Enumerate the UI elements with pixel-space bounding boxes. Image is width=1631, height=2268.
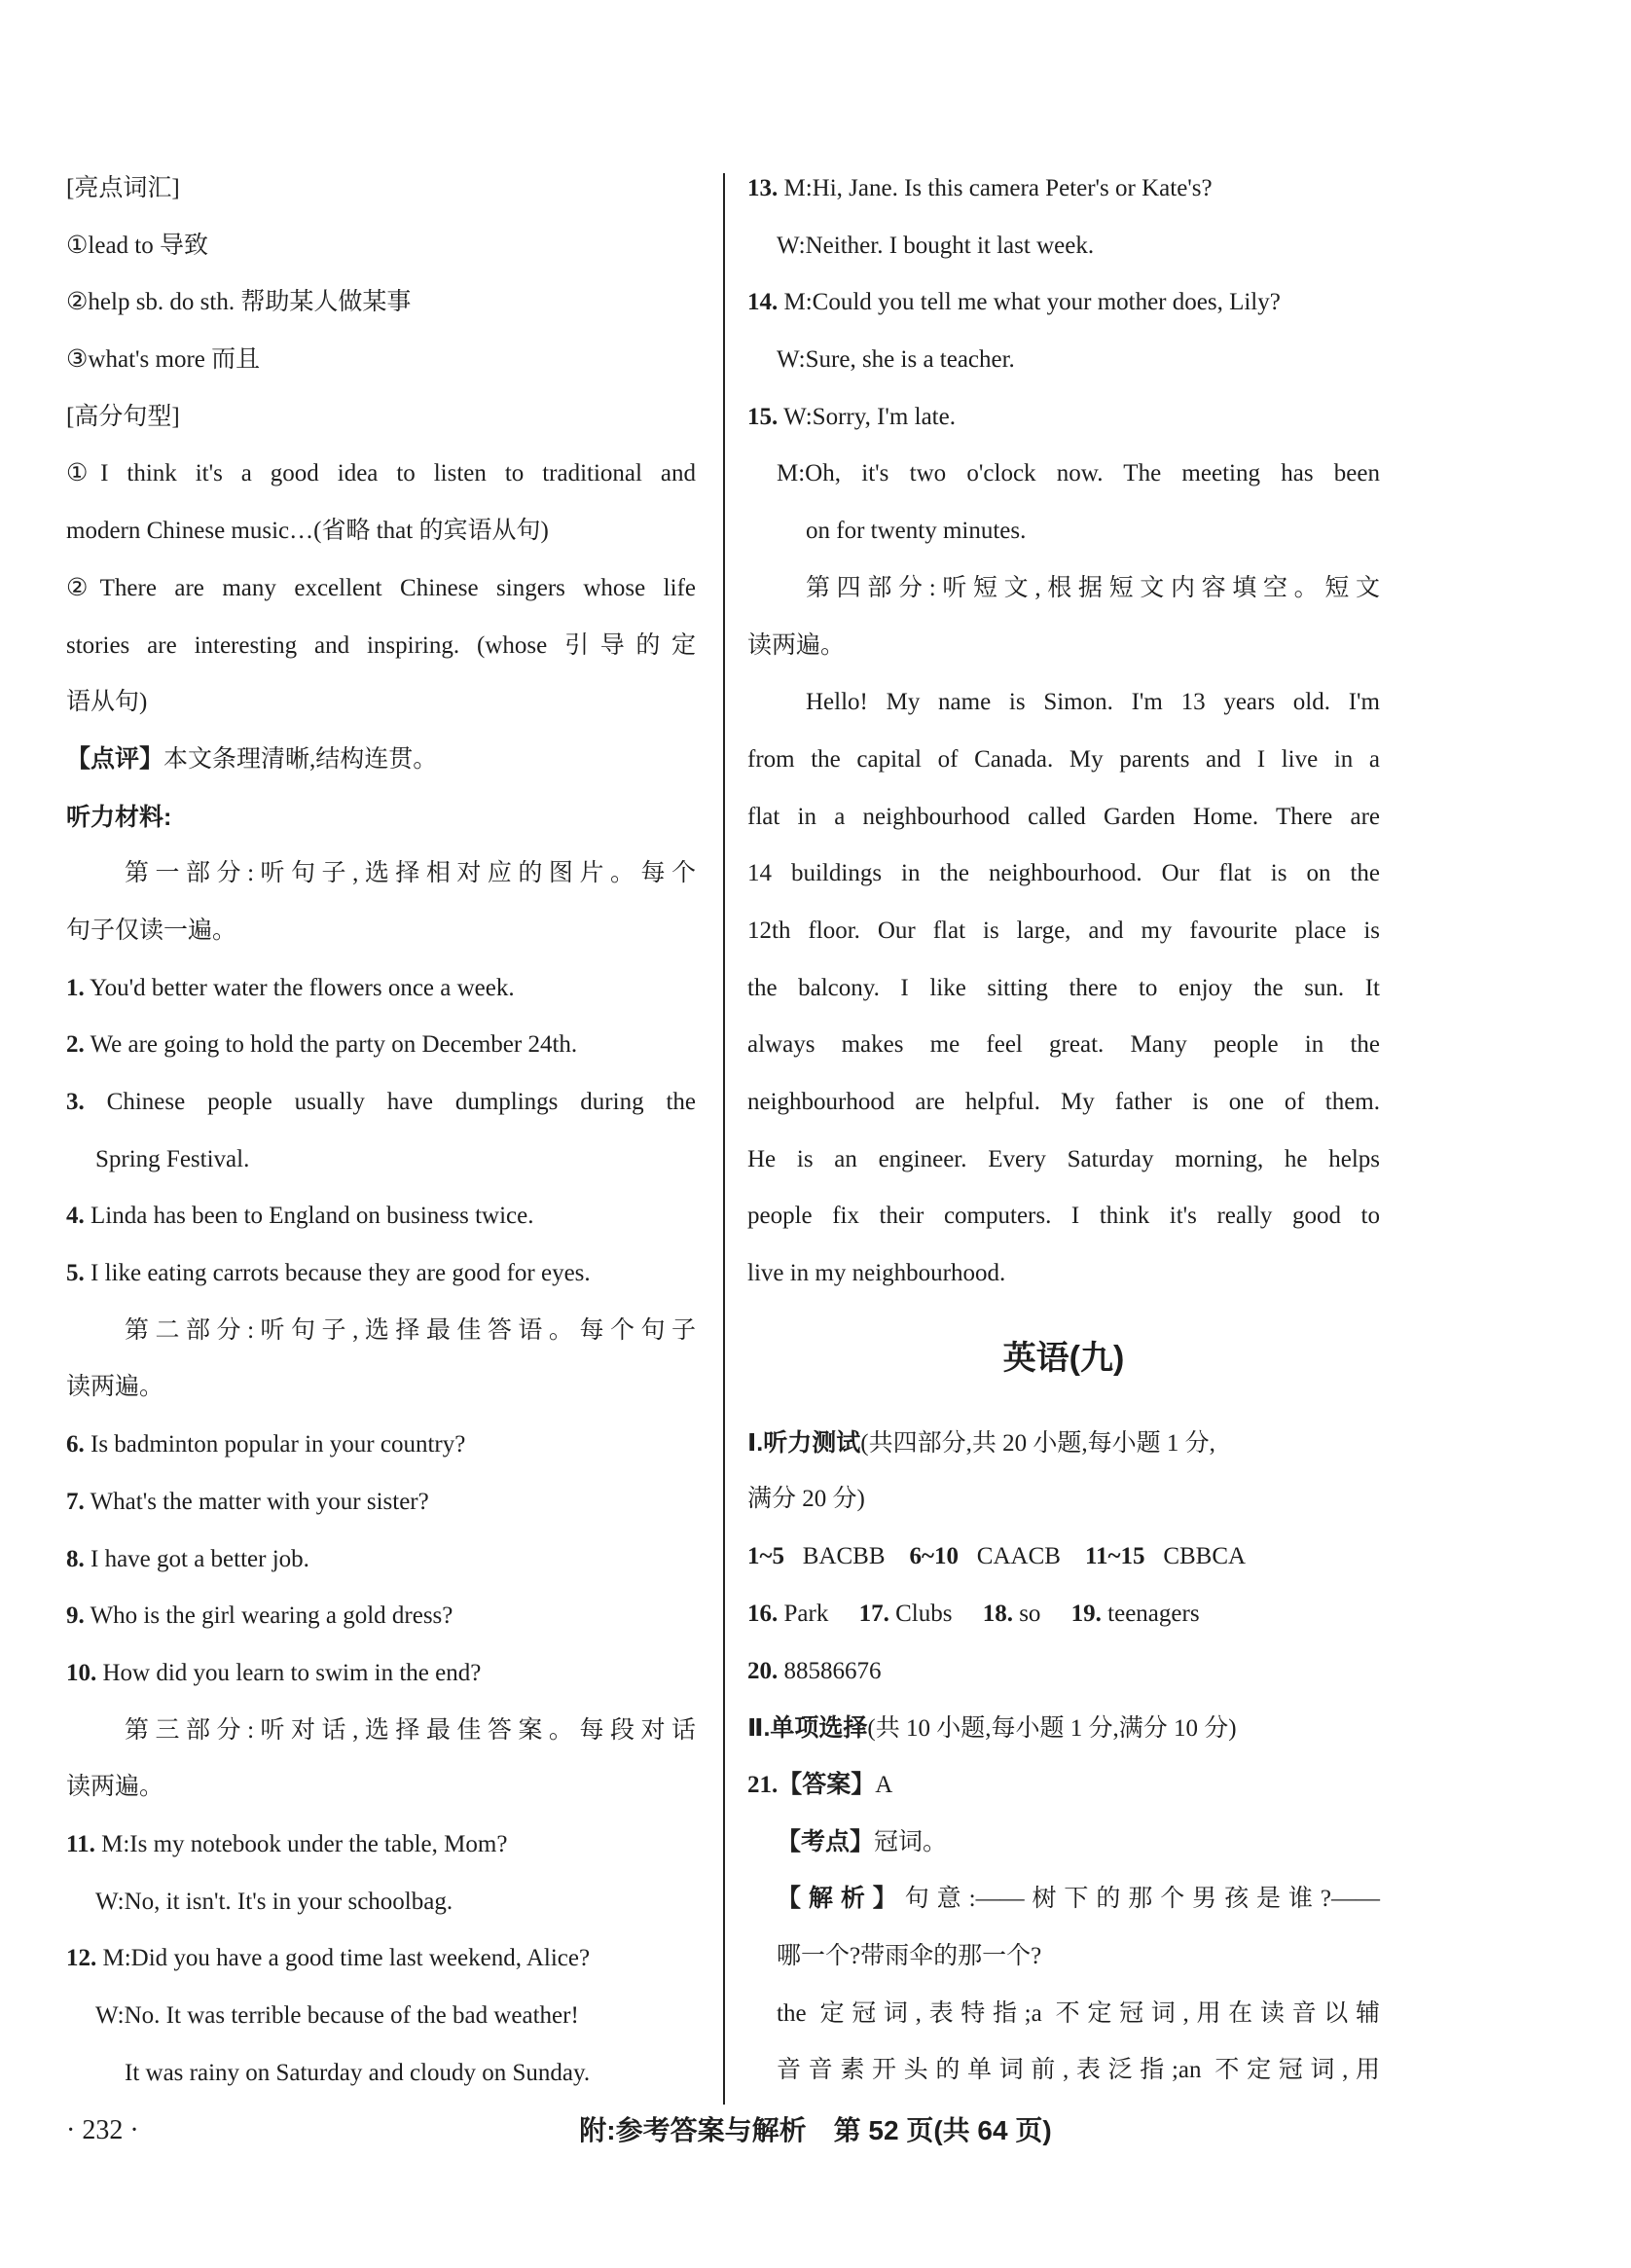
q21-answer bbox=[747, 1757, 1380, 1815]
passage-line: always makes me feel great. Many people in the bbox=[747, 1031, 1380, 1059]
question-2 bbox=[66, 1017, 696, 1074]
vocab-item: ①lead to 导致 bbox=[66, 232, 208, 259]
part2-instruction: 第二部分:听句子,选择最佳答语。每个句子 bbox=[125, 1316, 696, 1344]
question-1 bbox=[66, 960, 696, 1018]
question-5 bbox=[66, 1245, 696, 1303]
question-text: We are going to hold the party on December 24th. bbox=[90, 1031, 578, 1059]
question-text: I have got a better job. bbox=[91, 1545, 309, 1572]
analysis-label: 【解析】 bbox=[777, 1886, 905, 1913]
question-3-cont: Spring Festival. bbox=[95, 1145, 250, 1172]
part4-instruction: 第四部分:听短文,根据短文内容填空。短文 bbox=[806, 574, 1380, 601]
answers-row-1 bbox=[747, 1529, 1380, 1586]
question-number: 3. bbox=[66, 1089, 85, 1115]
question-9 bbox=[66, 1588, 696, 1645]
comment bbox=[66, 732, 696, 789]
q21-analysis bbox=[747, 1871, 1380, 1928]
question-text: How did you learn to swim in the end? bbox=[102, 1659, 482, 1686]
right-column bbox=[747, 161, 1380, 2100]
page-footer bbox=[0, 2102, 1631, 2160]
sentence-1-line: modern Chinese music…(省略 that 的宾语从句) bbox=[66, 518, 549, 545]
answer-number: 17. bbox=[858, 1600, 889, 1627]
answer-number: 20. bbox=[747, 1657, 779, 1684]
passage-line: flat in a neighbourhood called Garden Home. There are bbox=[747, 803, 1380, 830]
comment-text: 本文条理清晰,结构连贯。 bbox=[163, 745, 438, 773]
question-text: Is badminton popular in your country? bbox=[91, 1431, 466, 1458]
passage-line: the balcony. I like sitting there to enjoy the sun. It bbox=[747, 974, 1380, 1001]
passage-line: 12th floor. Our flat is large, and my favourite place is bbox=[747, 917, 1380, 944]
part4-instruction: 读两遍。 bbox=[747, 631, 846, 659]
question-number: 10. bbox=[66, 1659, 97, 1686]
dialogue-w-cont: It was rainy on Saturday and cloudy on Sunday. bbox=[125, 2059, 591, 2086]
sentence-2-line: 语从句) bbox=[66, 689, 148, 716]
question-number: 14. bbox=[747, 289, 779, 316]
part-i-heading bbox=[747, 1415, 1380, 1472]
question-number: 15. bbox=[747, 403, 779, 430]
part-ii-heading bbox=[747, 1700, 1380, 1757]
question-13 bbox=[747, 161, 1380, 218]
sentence-2-line: ②There are many excellent Chinese singers whose life bbox=[66, 574, 696, 601]
part1-instruction: 句子仅读一遍。 bbox=[66, 917, 237, 944]
answer-number: 18. bbox=[982, 1600, 1013, 1627]
question-number: 8. bbox=[66, 1545, 85, 1572]
question-number: 11. bbox=[66, 1830, 95, 1857]
dialogue-w: W:Sorry, I'm late. bbox=[783, 403, 956, 430]
point-label: 【考点】 bbox=[777, 1828, 875, 1855]
sentence-2-line: stories are interesting and inspiring. (whose 引导的定 bbox=[66, 631, 696, 659]
listening-title: 听力材料: bbox=[66, 803, 172, 831]
dialogue-w: W:No, it isn't. It's in your schoolbag. bbox=[95, 1888, 453, 1915]
answer-value: CBBCA bbox=[1163, 1543, 1247, 1570]
question-number: 5. bbox=[66, 1260, 85, 1287]
question-number: 7. bbox=[66, 1488, 85, 1515]
answer-range: 1~5 bbox=[747, 1543, 785, 1570]
question-7 bbox=[66, 1474, 696, 1531]
answer-value: 88586676 bbox=[783, 1657, 882, 1684]
question-number: 12. bbox=[66, 1945, 97, 1972]
sentence-1-line: ①I think it's a good idea to listen to traditional and bbox=[66, 460, 696, 487]
dialogue-w: W:Neither. I bought it last week. bbox=[777, 232, 1095, 259]
question-number: 13. bbox=[747, 175, 779, 201]
q21-point bbox=[747, 1815, 1380, 1872]
comment-label: 【点评】 bbox=[66, 745, 164, 773]
passage-line: neighbourhood are helpful. My father is one of them. bbox=[747, 1089, 1380, 1115]
answer-number: 16. bbox=[747, 1600, 779, 1627]
passage-line: 14 buildings in the neighbourhood. Our flat is on the bbox=[747, 860, 1380, 887]
column-divider bbox=[723, 173, 725, 2105]
highlight-words-heading: [亮点词汇] bbox=[66, 175, 180, 201]
question-number: 1. bbox=[66, 974, 85, 1001]
question-text: Linda has been to England on business twice. bbox=[91, 1203, 534, 1230]
point-text: 冠词。 bbox=[874, 1828, 948, 1855]
question-4 bbox=[66, 1188, 696, 1245]
answer-range: 6~10 bbox=[909, 1543, 960, 1570]
passage-line: He is an engineer. Every Saturday morning, he helps bbox=[747, 1145, 1380, 1172]
dialogue-m: M:Oh, it's two o'clock now. The meeting has been bbox=[777, 460, 1380, 487]
question-number: 9. bbox=[66, 1602, 85, 1630]
left-column bbox=[66, 161, 696, 2102]
q21-analysis-cont: 音音素开头的单词前,表泛指;an 不定冠词,用 bbox=[777, 2057, 1380, 2084]
answer-label: 【答案】 bbox=[778, 1771, 876, 1798]
part-ii-note: (共 10 小题,每小题 1 分,满分 10 分) bbox=[867, 1715, 1237, 1743]
question-text: Chinese people usually have dumplings during the bbox=[106, 1089, 697, 1115]
section-title: 英语(九) bbox=[1002, 1339, 1125, 1377]
answer-value: so bbox=[1019, 1600, 1041, 1627]
q21-analysis-cont: the 定冠词,表特指;a 不定冠词,用在读音以辅 bbox=[777, 1999, 1380, 2027]
sentence-heading: [高分句型] bbox=[66, 403, 180, 430]
question-15 bbox=[747, 389, 1380, 447]
vocab-item: ③what's more 而且 bbox=[66, 346, 261, 374]
q21-analysis-cont: 哪一个?带雨伞的那一个? bbox=[777, 1942, 1042, 1969]
question-text: What's the matter with your sister? bbox=[90, 1488, 429, 1515]
question-3 bbox=[66, 1074, 696, 1132]
answer-value: Park bbox=[783, 1600, 829, 1627]
answer-value: teenagers bbox=[1107, 1600, 1200, 1627]
passage-line: from the capital of Canada. My parents and I live in a bbox=[747, 745, 1380, 773]
question-number: 4. bbox=[66, 1203, 85, 1230]
question-text: You'd better water the flowers once a week. bbox=[90, 974, 515, 1001]
page-number: · 232 · bbox=[66, 2115, 139, 2145]
dialogue-m: M:Hi, Jane. Is this camera Peter's or Kate's? bbox=[783, 175, 1213, 201]
question-12 bbox=[66, 1930, 696, 1988]
part-i-label: Ⅰ.听力测试 bbox=[747, 1428, 861, 1457]
question-14 bbox=[747, 274, 1380, 332]
passage-line: people fix their computers. I think it's really good to bbox=[747, 1203, 1380, 1230]
question-11 bbox=[66, 1817, 696, 1874]
question-number: 6. bbox=[66, 1431, 85, 1458]
question-text: Who is the girl wearing a gold dress? bbox=[90, 1602, 453, 1630]
question-number: 2. bbox=[66, 1031, 85, 1059]
dialogue-m: M:Is my notebook under the table, Mom? bbox=[101, 1830, 508, 1857]
dialogue-m: M:Could you tell me what your mother does, Lily? bbox=[783, 289, 1281, 316]
analysis-text: 句意:——树下的那个男孩是谁?—— bbox=[904, 1886, 1380, 1913]
dialogue-m-cont: on for twenty minutes. bbox=[806, 518, 1027, 545]
part-i-note-cont: 满分 20 分) bbox=[747, 1486, 865, 1513]
answer-value: BACBB bbox=[802, 1543, 886, 1570]
part1-instruction: 第一部分:听句子,选择相对应的图片。每个 bbox=[125, 860, 696, 887]
vocab-item: ②help sb. do sth. 帮助某人做某事 bbox=[66, 289, 412, 316]
part2-instruction: 读两遍。 bbox=[66, 1374, 164, 1401]
question-6 bbox=[66, 1417, 696, 1474]
question-number: 21. bbox=[747, 1771, 779, 1798]
answer-value: Clubs bbox=[895, 1600, 953, 1627]
question-10 bbox=[66, 1645, 696, 1703]
answer-range: 11~15 bbox=[1084, 1543, 1145, 1570]
part-i-note: (共四部分,共 20 小题,每小题 1 分, bbox=[860, 1429, 1215, 1457]
answer-value: CAACB bbox=[976, 1543, 1061, 1570]
question-text: I like eating carrots because they are good for eyes. bbox=[91, 1260, 591, 1287]
answer-20 bbox=[747, 1643, 1380, 1701]
part-ii-label: Ⅱ.单项选择 bbox=[747, 1714, 868, 1743]
dialogue-m: M:Did you have a good time last weekend, Alice? bbox=[102, 1945, 591, 1972]
answers-row-2 bbox=[747, 1586, 1380, 1643]
passage-line: live in my neighbourhood. bbox=[747, 1260, 1006, 1287]
part3-instruction: 读两遍。 bbox=[66, 1774, 164, 1801]
dialogue-w: W:Sure, she is a teacher. bbox=[777, 346, 1015, 374]
dialogue-w: W:No. It was terrible because of the bad weather! bbox=[95, 2002, 579, 2029]
footer-title: 附:参考答案与解析 第 52 页(共 64 页) bbox=[579, 2115, 1052, 2145]
answer-value: A bbox=[875, 1771, 893, 1798]
part3-instruction: 第三部分:听对话,选择最佳答案。每段对话 bbox=[125, 1716, 696, 1744]
answer-number: 19. bbox=[1070, 1600, 1102, 1627]
passage-line: Hello! My name is Simon. I'm 13 years old. I'm bbox=[806, 689, 1380, 716]
question-8 bbox=[66, 1531, 696, 1589]
